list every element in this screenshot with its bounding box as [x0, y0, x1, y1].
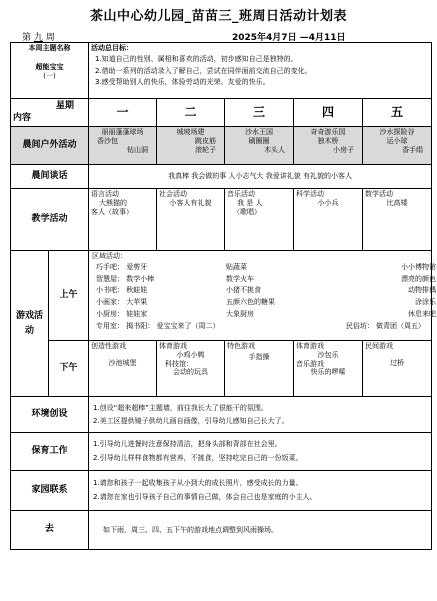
pm-game-cell: 创造性游戏 沙池城堡 [89, 341, 157, 397]
games-label: 游戏活动 [11, 251, 49, 397]
day-label-cell [11, 99, 89, 127]
pm-game-cell: 体育游戏 小鸡小鸭 科技馆： 会动的玩具 [157, 341, 225, 397]
week-number: 第 九 周 [22, 33, 55, 43]
teaching-row [11, 189, 432, 251]
home-cell: 1.请您和孩子一起收集孩子从小到大的成长照片，感受成长的力量。 2.请您在家也引导孩子自己的事情自己做，体会自己也是家庭的小主人。 [89, 471, 432, 511]
teaching-cell: 社会活动 小客人有礼貌 [157, 189, 225, 251]
teaching-label: 教学活动 [11, 189, 89, 251]
page-title: 茶山中心幼儿园_苗苗三_班周日活动计划表 [89, 9, 347, 24]
outdoor-cell: 奇奇游乐园 独木桥 小房子 [294, 127, 363, 165]
misc-label: 去 [11, 511, 89, 550]
day-header-row [11, 99, 432, 127]
theme-name: 超能宝宝 [35, 62, 64, 71]
day-friday: 五 [363, 99, 432, 127]
date-range: 2025年4月7日 —4月11日 [232, 33, 346, 43]
theme-row [11, 43, 432, 99]
theme-sub: (一) [43, 71, 56, 80]
teaching-cell: 数学活动 比高矮 [363, 189, 432, 251]
games-pm-row [11, 341, 432, 397]
games-am-row [11, 251, 432, 341]
care-label: 保育工作 [11, 433, 89, 471]
outdoor-row [11, 127, 432, 165]
outdoor-cell: 沙水王国 刷圈圈 木头人 [225, 127, 294, 165]
care-row [11, 433, 432, 471]
home-row [11, 471, 432, 511]
pm-game-cell: 体育游戏 沙包乐 音乐游戏 快乐的啰嗦 [294, 341, 363, 397]
care-cell: 1.引导幼儿进餐时注意保持清洁，把身头部和背部在社会里。 2.引导幼儿样样食物都有营养，不挑食，坚持吃完自己的一份饭菜。 [89, 433, 432, 471]
area-grid: 巧手吧： 爱剪牙 贴蔬菜 小小博物馆 智慧屋： 数学小棒 数学火车 漂亮的颜色 小书吧： 秋蛙娃 小猪不挑食 动物排偶 小画家： 大苹果 五颜六色的糖果 涂涂乐 小厨房： 娃娃家 大象厨房 休息来吧 [96, 262, 436, 318]
env-cell: 1.创设“超来超棒”主题墙，前往我长大了很能干的氛围。 2.美工区提供镜子供幼儿画自画像，引导幼儿感知自己长大了。 [89, 397, 432, 433]
goal-item: 1.知道自己的性别、属相和喜欢的活动，初步感知自己是独特的。 [95, 54, 298, 63]
area-title: 区域活动： [92, 252, 127, 260]
talk-row [11, 165, 432, 189]
goals-cell [89, 43, 432, 99]
goal-item: 2.借助一系列的活动录入了解自己，尝试在同伴面前交流自己的变化。 [95, 66, 312, 75]
theme-label: 本周主题名称 [28, 44, 71, 52]
outdoor-cell: 沙水探险谷 运小球 香手绢 [363, 127, 432, 165]
misc-cell: 如下雨，周三、四、五下午的游戏地点调整到风雨操场。 [89, 511, 432, 550]
env-label: 环境创设 [11, 397, 89, 433]
games-am-label: 上午 [49, 251, 89, 341]
goals-title: 活动总目标： [91, 44, 133, 52]
misc-row [11, 511, 432, 550]
day-wednesday: 三 [225, 99, 294, 127]
teaching-cell: 音乐活动 我 是 人 （歌唱） [225, 189, 294, 251]
home-label: 家园联系 [11, 471, 89, 511]
pm-game-cell: 特色游戏 手指操 [225, 341, 294, 397]
teaching-cell: 语言活动 大熊猫的 客人（故事） [89, 189, 157, 251]
games-pm-label: 下午 [49, 341, 89, 397]
outdoor-cell: 城坡场建 跳皮筋 滚轮子 [157, 127, 225, 165]
area-activities-cell [89, 251, 436, 341]
pm-game-cell: 民间游戏 过桥 [363, 341, 432, 397]
talk-text: 我真棒 我会做的事 人小志气大 我爱讲礼貌 有礼貌的小客人 [89, 165, 432, 189]
outdoor-label: 晨间户外活动 [11, 127, 89, 165]
plan-table [10, 42, 436, 550]
day-thursday: 四 [294, 99, 363, 127]
goal-item: 3.感受帮助别人的快乐，体验劳动的光荣、友爱的快乐。 [95, 78, 270, 87]
day-monday: 一 [89, 99, 157, 127]
talk-label: 晨间谈话 [11, 165, 89, 189]
outdoor-cell: 丽丽蓬蓬球场 香沙包 钻山洞 [89, 127, 157, 165]
env-row [11, 397, 432, 433]
theme-cell [11, 43, 89, 99]
teaching-cell: 科学活动 小小兵 [294, 189, 363, 251]
special-rooms: 专用室： 揭书阳： 爱宝宝来了（周二） 民俗坊： 做青团（周五） [96, 321, 426, 330]
day-label-bottom: 内容 [13, 112, 32, 123]
day-label-top: 星期 [55, 101, 74, 112]
day-tuesday: 二 [157, 99, 225, 127]
